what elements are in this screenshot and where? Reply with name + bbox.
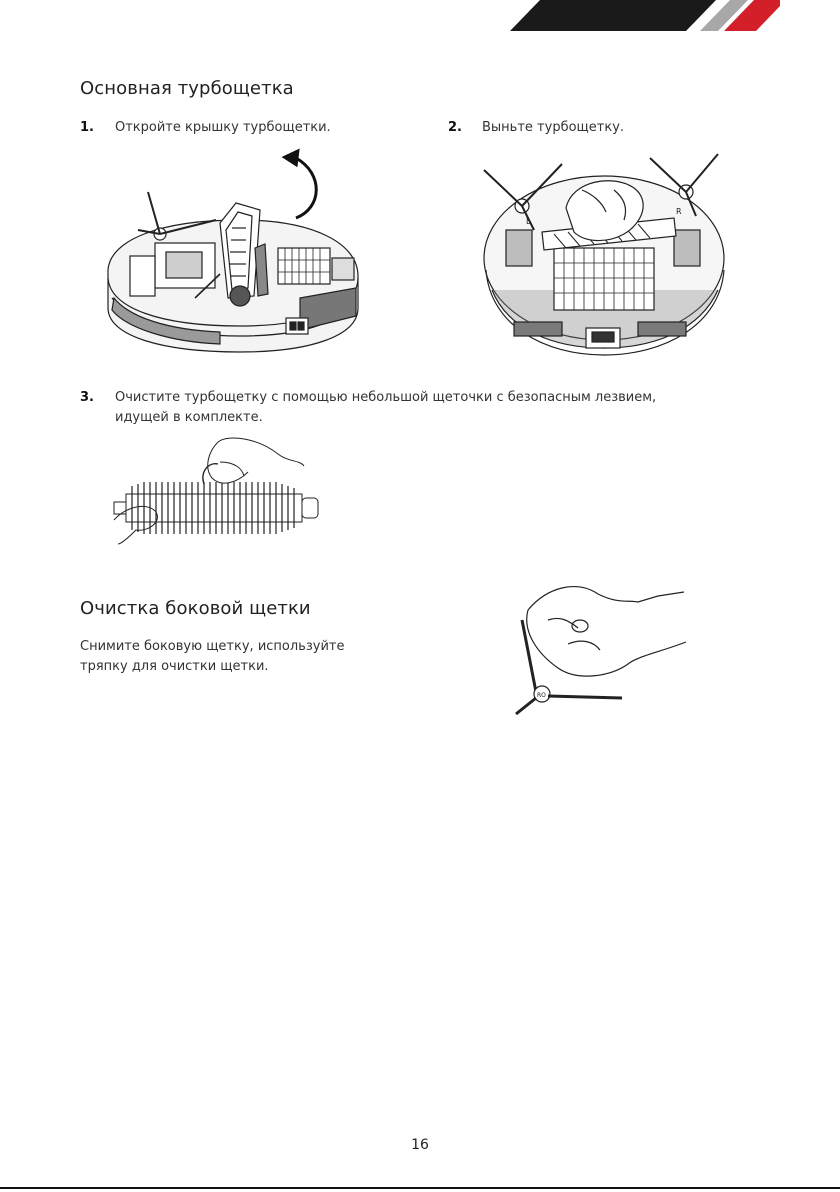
label-right: R (676, 207, 682, 216)
remove-brush-illustration (474, 150, 734, 360)
step-1-number: 1. (80, 120, 94, 135)
step-2-number: 2. (448, 120, 462, 135)
step-3-number: 3. (80, 390, 94, 405)
label-left: L (526, 217, 531, 226)
page-number: 16 (411, 1137, 429, 1153)
header-dark-band (510, 0, 716, 31)
header-decoration (490, 0, 780, 32)
section-title-main-brush: Основная турбощетка (80, 78, 294, 99)
step-3-text: Очистите турбощетку с помощью небольшой щеточки с безопасным лезвием, идущей в комплекте. (115, 390, 657, 425)
clean-side-brush-illustration (508, 580, 698, 730)
robot-open-cover-illustration (100, 148, 370, 358)
bottom-rule (0, 1187, 840, 1189)
step-1-text: Откройте крышку турбощетки. (115, 120, 331, 135)
brush-marking: RO (537, 692, 546, 699)
section-title-side-brush: Очистка боковой щетки (80, 598, 311, 619)
side-brush-instructions: Снимите боковую щетку, используйте тряпку для очистки щетки. (80, 639, 345, 674)
clean-roller-brush-illustration (108, 432, 328, 552)
step-2-text: Выньте турбощетку. (482, 120, 625, 135)
